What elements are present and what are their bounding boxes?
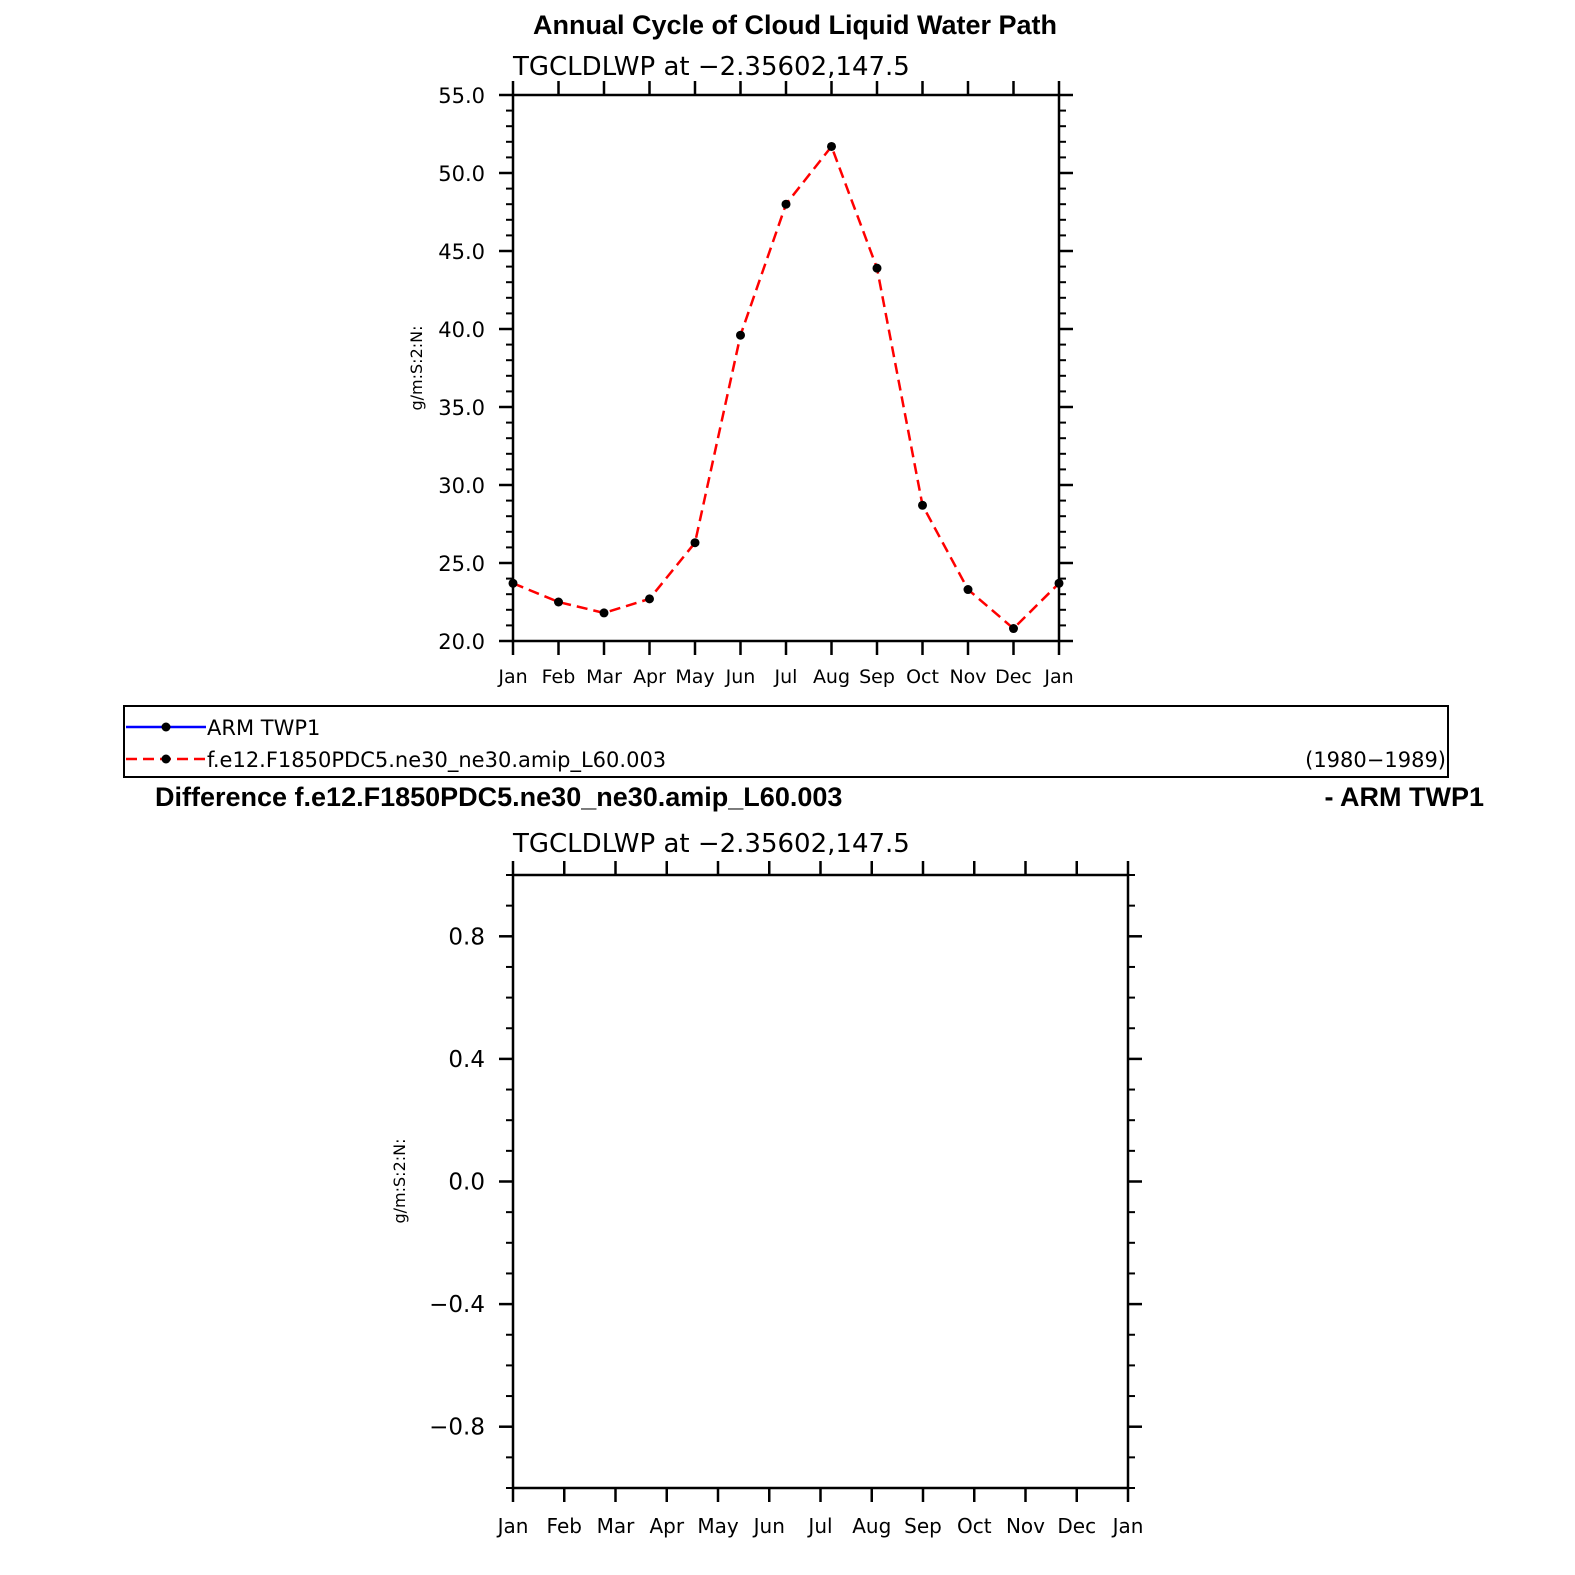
data-point — [873, 264, 882, 273]
y-tick-label: 50.0 — [438, 162, 485, 186]
data-point — [736, 331, 745, 340]
data-point — [509, 579, 518, 588]
data-point — [918, 501, 927, 510]
chart-title: Annual Cycle of Cloud Liquid Water Path — [532, 10, 1058, 40]
data-point — [691, 538, 700, 547]
y-tick-label: 0.8 — [448, 924, 485, 951]
annual-cycle-chart — [407, 10, 1074, 688]
x-tick-label: Jun — [725, 666, 756, 688]
data-point — [782, 200, 791, 209]
y-tick-label: 55.0 — [438, 84, 485, 108]
difference-chart — [155, 782, 1484, 1538]
chart-subtitle: TGCLDLWP at −2.35602,147.5 — [513, 52, 910, 82]
data-point — [1055, 579, 1064, 588]
x-tick-label: Apr — [649, 1514, 685, 1538]
x-tick-label: Oct — [906, 666, 939, 688]
x-tick-label: Feb — [546, 1514, 582, 1538]
x-tick-label: Feb — [541, 666, 576, 688]
x-tick-label: Jan — [1112, 1514, 1144, 1538]
data-point — [964, 585, 973, 594]
x-tick-label: Jan — [498, 666, 528, 688]
y-tick-labels — [438, 84, 485, 654]
data-point — [600, 608, 609, 617]
legend-marker-model — [162, 755, 171, 764]
y-tick-label: −0.8 — [429, 1414, 485, 1441]
y-tick-label: 20.0 — [438, 630, 485, 654]
legend-entry-arm — [126, 716, 320, 740]
y-tick-label: 45.0 — [438, 240, 485, 264]
x-tick-label: Apr — [633, 666, 666, 688]
x-tick-label: Sep — [859, 666, 895, 688]
x-tick-label: Mar — [586, 666, 622, 688]
series-lines — [509, 142, 1064, 633]
x-tick-label: May — [675, 666, 715, 688]
difference-title-left: Difference f.e12.F1850PDC5.ne30_ne30.amip_L60.003 — [155, 782, 843, 812]
data-point — [1009, 624, 1018, 633]
legend-label-arm: ARM TWP1 — [207, 716, 321, 740]
y-tick-label: 30.0 — [438, 474, 485, 498]
plot-frame-2 — [513, 875, 1128, 1488]
y-axis-label-2: g/m:S:2:N: — [390, 1138, 409, 1224]
difference-title-right: - ARM TWP1 — [1324, 782, 1484, 812]
plot-frame — [513, 95, 1059, 641]
data-point — [827, 142, 836, 151]
x-tick-labels — [497, 666, 1073, 688]
x-tick-label: Jul — [774, 666, 798, 688]
y-tick-label: 40.0 — [438, 318, 485, 342]
x-tick-label: Aug — [852, 1514, 892, 1538]
axis-ticks-2 — [499, 861, 1142, 1502]
x-tick-label: Dec — [1057, 1514, 1097, 1538]
y-tick-label: 35.0 — [438, 396, 485, 420]
x-tick-labels-2 — [496, 1514, 1144, 1538]
x-tick-label: Mar — [596, 1514, 635, 1538]
x-tick-label: Jan — [497, 1514, 529, 1538]
x-tick-label: Oct — [956, 1514, 992, 1538]
y-tick-labels-2 — [429, 924, 485, 1440]
data-point — [645, 594, 654, 603]
legend-entry-model — [126, 748, 1446, 773]
legend-period: (1980−1989) — [1305, 748, 1446, 772]
y-axis-label: g/m:S:2:N: — [407, 325, 426, 411]
axis-ticks — [499, 81, 1073, 655]
x-tick-label: Nov — [1005, 1514, 1046, 1538]
x-tick-label: May — [697, 1514, 739, 1538]
x-tick-label: Nov — [949, 666, 987, 688]
y-tick-label: 0.4 — [448, 1046, 485, 1073]
y-tick-label: 25.0 — [438, 552, 485, 576]
series-line — [513, 146, 1059, 628]
x-tick-label: Sep — [904, 1514, 942, 1538]
y-tick-label: −0.4 — [429, 1292, 485, 1319]
x-tick-label: Jan — [1044, 666, 1074, 688]
legend-marker-arm — [162, 723, 171, 732]
legend-label-model: f.e12.F1850PDC5.ne30_ne30.amip_L60.003 — [207, 748, 667, 772]
chart-subtitle-2: TGCLDLWP at −2.35602,147.5 — [513, 829, 910, 859]
x-tick-label: Jun — [753, 1514, 785, 1538]
legend — [124, 706, 1448, 777]
x-tick-label: Dec — [995, 666, 1032, 688]
data-point — [554, 598, 563, 607]
x-tick-label: Jul — [808, 1514, 833, 1538]
x-tick-label: Aug — [812, 666, 851, 688]
y-tick-label: 0.0 — [448, 1169, 485, 1196]
